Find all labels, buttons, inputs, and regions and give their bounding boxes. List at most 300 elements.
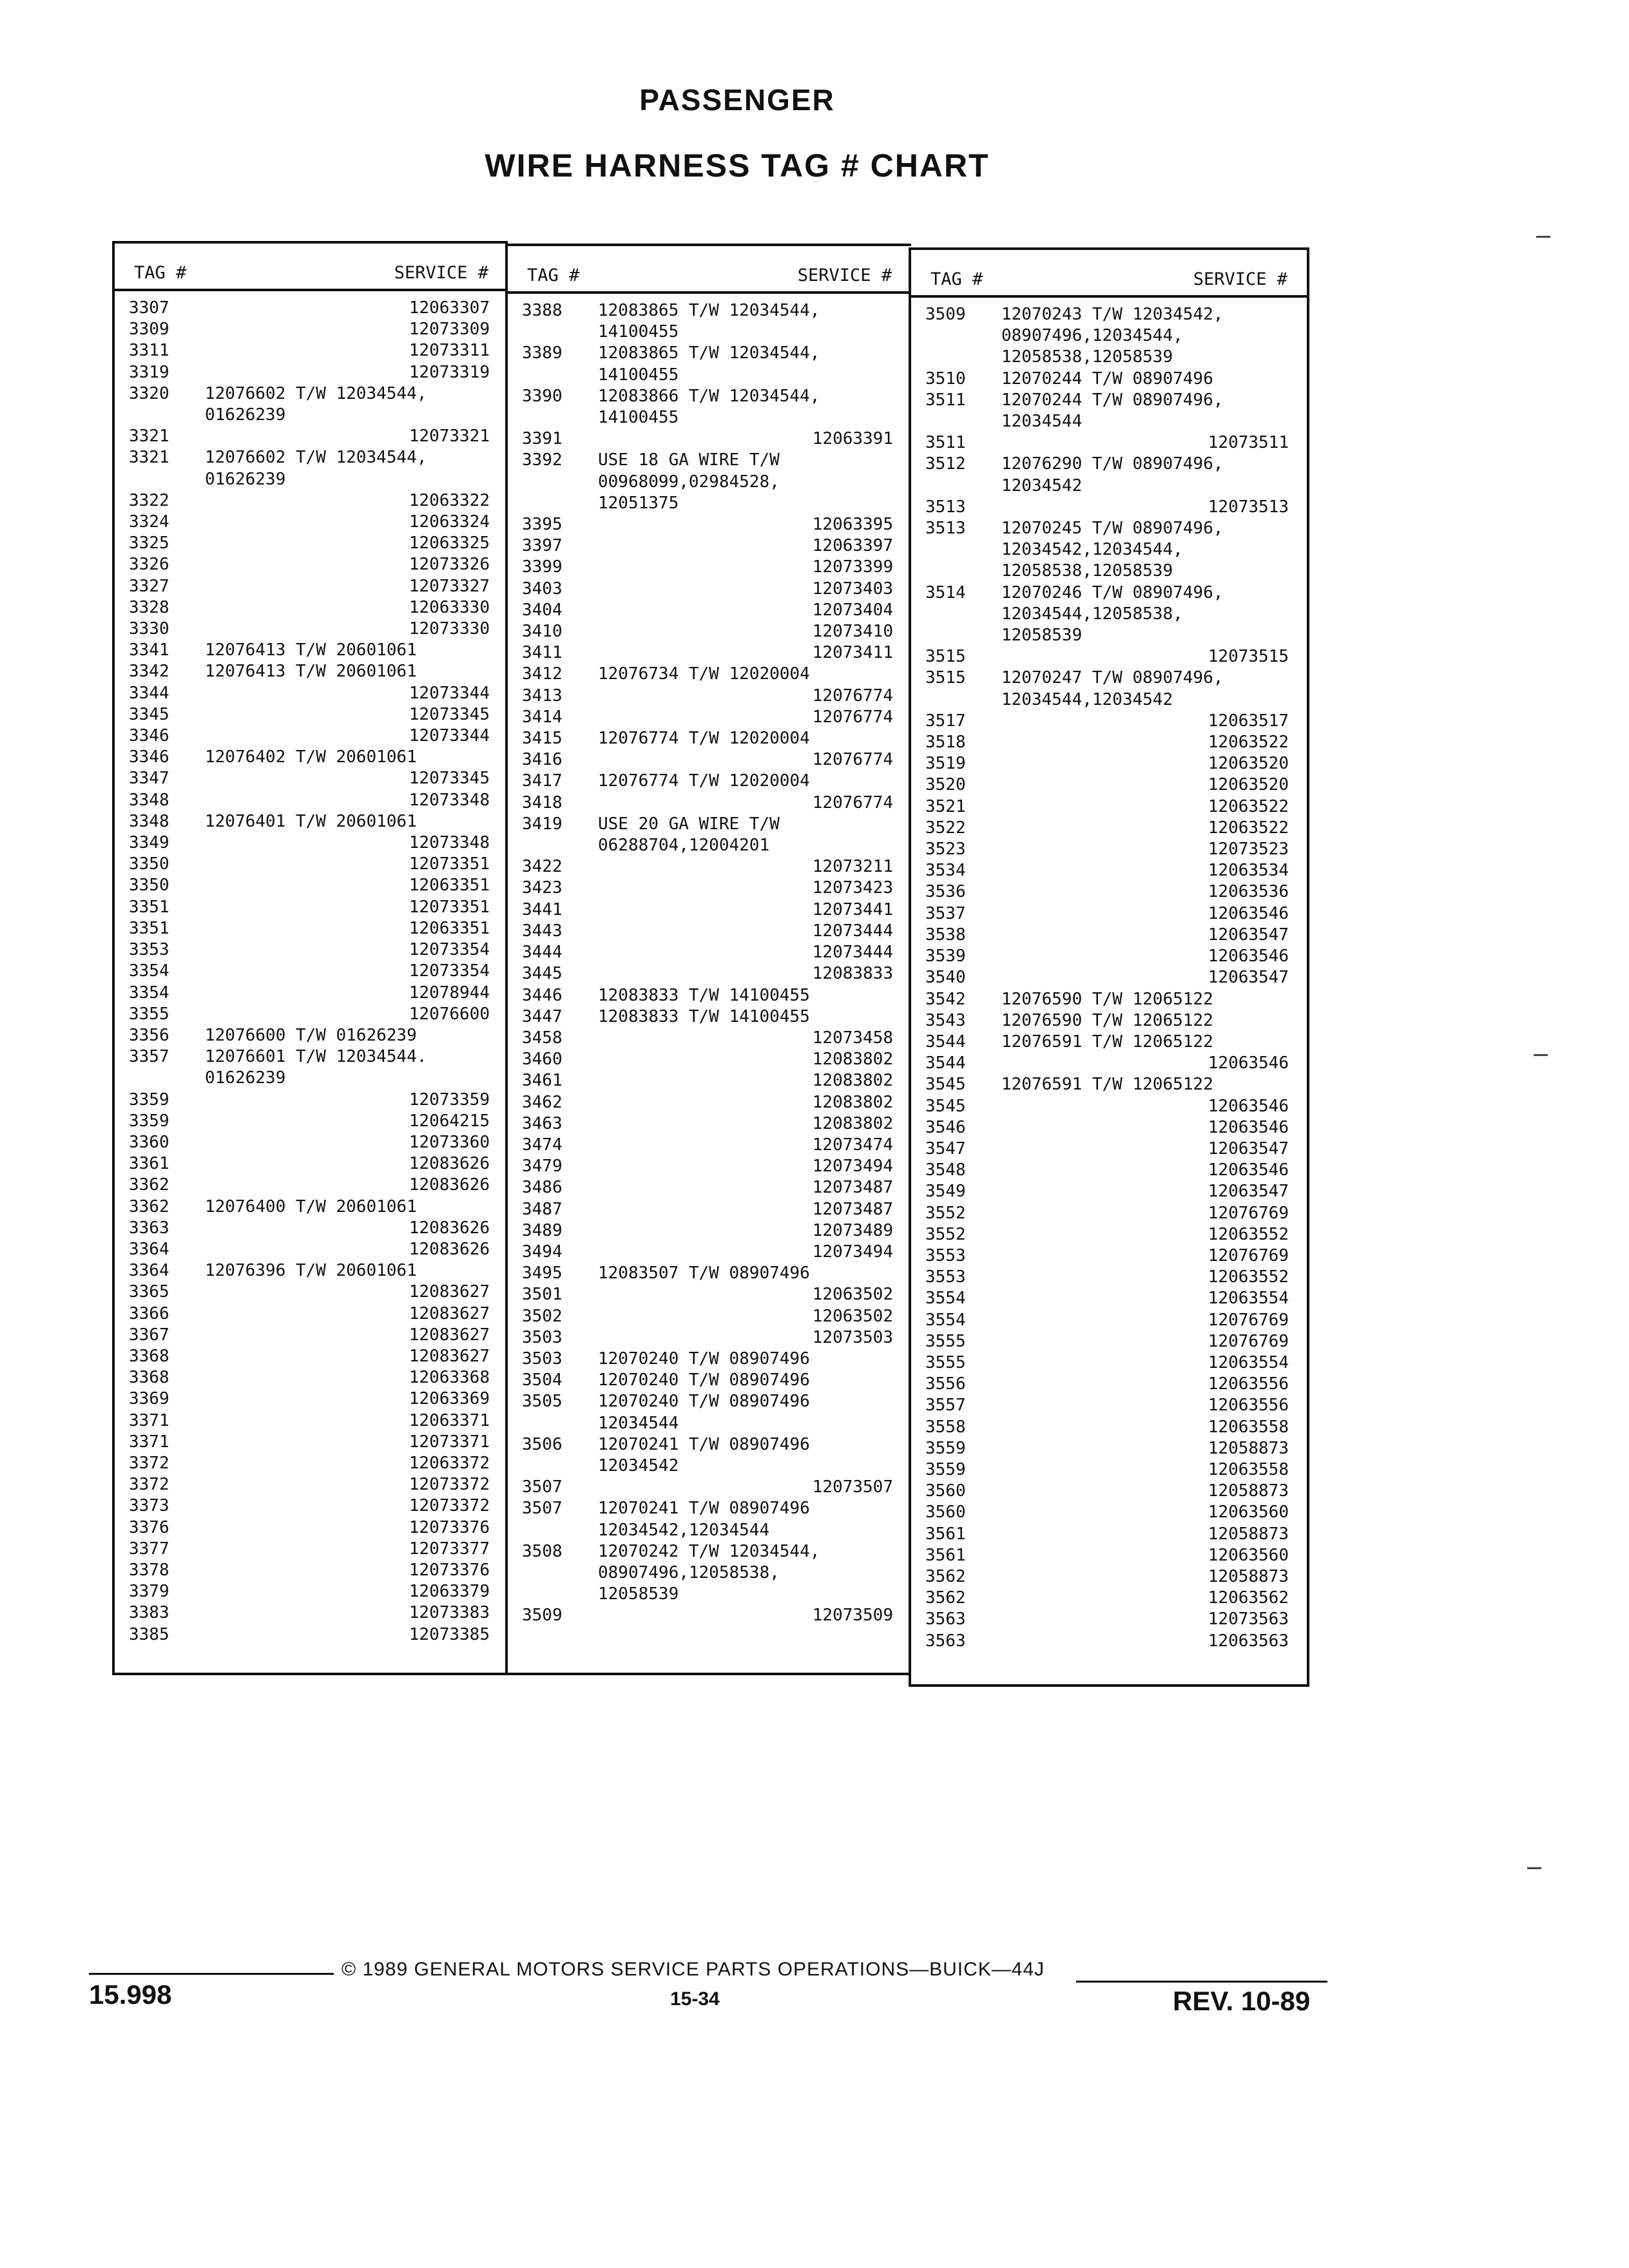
service-number: 12073507 xyxy=(812,1477,893,1497)
service-number: 12063520 xyxy=(1208,754,1289,774)
tag-number: 3371 xyxy=(129,1410,169,1430)
tag-number: 3404 xyxy=(522,600,563,620)
tag-number: 3359 xyxy=(129,1111,169,1131)
tag-number: 3559 xyxy=(925,1438,966,1458)
table-row xyxy=(911,1481,1307,1502)
service-number: USE 20 GA WIRE T/W 06288704,12004201 xyxy=(598,814,780,856)
service-number: 12063547 xyxy=(1208,925,1289,945)
tag-number: 3520 xyxy=(925,775,966,795)
service-number: 12083866 T/W 12034544, 14100455 xyxy=(598,386,820,428)
table-row xyxy=(508,1113,911,1135)
tag-number: 3309 xyxy=(129,320,169,340)
service-number: 12073399 xyxy=(812,557,893,577)
service-number: 12076601 T/W 12034544. 01626239 xyxy=(205,1047,427,1088)
table-row xyxy=(115,597,508,619)
service-number: 12073351 xyxy=(409,897,490,917)
table-row xyxy=(115,1325,508,1346)
tag-number: 3325 xyxy=(129,533,169,553)
table-row xyxy=(911,753,1307,774)
footer-rule-left xyxy=(89,1973,334,1975)
tag-number: 3355 xyxy=(129,1004,169,1024)
table-row xyxy=(115,1453,508,1474)
tag-number: 3560 xyxy=(925,1481,966,1501)
tag-number: 3365 xyxy=(129,1282,169,1302)
service-number: 12073494 xyxy=(812,1242,893,1262)
service-number: 12063546 xyxy=(1208,1117,1289,1137)
table-row xyxy=(115,661,508,682)
table-row xyxy=(115,854,508,875)
table-row xyxy=(508,343,911,385)
table-row xyxy=(508,985,911,1006)
table-row xyxy=(911,1288,1307,1309)
service-number: 12063522 xyxy=(1208,733,1289,753)
service-number: 12064215 xyxy=(409,1111,490,1131)
table-row xyxy=(911,1545,1307,1566)
table-row xyxy=(508,1028,911,1049)
service-number: 12083627 xyxy=(409,1325,490,1345)
table-row xyxy=(911,1374,1307,1395)
service-number: 12073330 xyxy=(409,619,490,639)
service-number: 12063522 xyxy=(1208,818,1289,838)
table-row xyxy=(508,1049,911,1070)
service-number: 12076602 T/W 12034544, 01626239 xyxy=(205,448,427,489)
service-number: 12076590 T/W 12065122 xyxy=(1001,1010,1213,1030)
table-row xyxy=(911,1524,1307,1545)
service-number: 12073372 xyxy=(409,1475,490,1495)
service-number: 12070240 T/W 08907496 12034544 xyxy=(598,1392,810,1433)
service-number: 12076600 T/W 01626239 xyxy=(205,1025,417,1045)
tag-number: 3361 xyxy=(129,1154,169,1174)
table-row xyxy=(115,1090,508,1111)
service-number: 12073354 xyxy=(409,961,490,981)
service-number: 12063546 xyxy=(1208,1053,1289,1073)
table-row xyxy=(911,1181,1307,1202)
service-number: 12070244 T/W 08907496, 12034544 xyxy=(1001,390,1224,432)
tag-number: 3544 xyxy=(925,1053,966,1073)
service-number: 12073563 xyxy=(1208,1610,1289,1629)
tag-header: TAG # xyxy=(930,269,983,289)
table-row xyxy=(508,793,911,814)
scan-mark xyxy=(1534,1054,1548,1056)
tag-number: 3486 xyxy=(522,1178,563,1198)
table-row xyxy=(911,903,1307,925)
service-number: 12073383 xyxy=(409,1603,490,1623)
table-row xyxy=(911,369,1307,390)
table-row xyxy=(911,860,1307,881)
tag-number: 3368 xyxy=(129,1346,169,1366)
table-row xyxy=(911,1459,1307,1481)
tag-number: 3555 xyxy=(925,1331,966,1351)
service-number: 12070242 T/W 12034544, 08907496,12058538, 12058539 xyxy=(598,1541,820,1604)
tag-number: 3418 xyxy=(522,793,563,812)
tag-header: TAG # xyxy=(527,265,580,285)
tag-number: 3367 xyxy=(129,1325,169,1345)
tag-number: 3552 xyxy=(925,1224,966,1244)
tag-number: 3511 xyxy=(925,433,966,453)
tag-number: 3383 xyxy=(129,1603,169,1623)
tag-number: 3376 xyxy=(129,1517,169,1537)
service-number: 12083802 xyxy=(812,1092,893,1112)
table-row xyxy=(508,428,911,450)
table-row xyxy=(115,1389,508,1410)
service-number: 12070240 T/W 08907496 xyxy=(598,1370,810,1390)
tag-number: 3345 xyxy=(129,704,169,724)
service-number: 12083802 xyxy=(812,1050,893,1070)
table-row xyxy=(115,1602,508,1624)
table-row xyxy=(115,1517,508,1539)
tag-number: 3392 xyxy=(522,450,563,470)
service-number: 12073327 xyxy=(409,576,490,596)
tag-number: 3513 xyxy=(925,519,966,539)
service-number: 12063371 xyxy=(409,1410,490,1430)
service-number: 12076600 xyxy=(409,1004,490,1024)
service-number: 12073311 xyxy=(409,341,490,361)
tag-number: 3344 xyxy=(129,683,169,703)
table-row xyxy=(911,1203,1307,1224)
service-number: 12083802 xyxy=(812,1071,893,1091)
service-number: 12076591 T/W 12065122 xyxy=(1001,1075,1213,1095)
table-row xyxy=(508,1092,911,1113)
service-number: 12076591 T/W 12065122 xyxy=(1001,1032,1213,1052)
table-row xyxy=(911,454,1307,496)
table-row xyxy=(508,642,911,664)
table-row xyxy=(911,946,1307,967)
table-row xyxy=(911,1417,1307,1438)
tag-number: 3494 xyxy=(522,1242,563,1262)
table-row xyxy=(115,683,508,704)
tag-number: 3510 xyxy=(925,369,966,389)
table-row xyxy=(508,1349,911,1370)
service-number: 12083627 xyxy=(409,1282,490,1302)
table-row xyxy=(115,897,508,918)
table-row xyxy=(115,576,508,597)
table-row xyxy=(911,1032,1307,1053)
table-row xyxy=(911,1139,1307,1160)
table-row xyxy=(115,1560,508,1581)
tag-number: 3388 xyxy=(522,301,563,320)
tag-number: 3508 xyxy=(522,1541,563,1561)
tag-number: 3561 xyxy=(925,1545,966,1565)
table-row xyxy=(508,386,911,428)
tag-number: 3328 xyxy=(129,597,169,617)
table-row xyxy=(508,942,911,963)
table-row xyxy=(911,1074,1307,1095)
table-row xyxy=(115,1410,508,1432)
service-number: 12063552 xyxy=(1208,1224,1289,1244)
service-number: 12063307 xyxy=(409,298,490,318)
tag-number: 3512 xyxy=(925,454,966,474)
table-row xyxy=(508,899,911,921)
tag-number: 3373 xyxy=(129,1496,169,1516)
tag-number: 3545 xyxy=(925,1075,966,1095)
service-number: 12073404 xyxy=(812,600,893,620)
service-number: 12073351 xyxy=(409,854,490,874)
table-row xyxy=(115,490,508,512)
tag-number: 3347 xyxy=(129,769,169,789)
table-row xyxy=(508,878,911,899)
table-row xyxy=(911,1096,1307,1117)
tag-number: 3397 xyxy=(522,536,563,556)
table-row xyxy=(911,732,1307,753)
tag-number: 3461 xyxy=(522,1071,563,1091)
table-row xyxy=(115,790,508,811)
table-row xyxy=(911,1352,1307,1374)
table-row xyxy=(115,426,508,447)
table-row xyxy=(115,1196,508,1218)
service-number: 12063372 xyxy=(409,1453,490,1473)
tag-number: 3377 xyxy=(129,1539,169,1559)
copyright-notice: © 1989 GENERAL MOTORS SERVICE PARTS OPERATIONS—BUICK—44J xyxy=(342,1959,1045,1980)
tag-number: 3563 xyxy=(925,1631,966,1651)
service-number: 12063502 xyxy=(812,1306,893,1326)
table-row xyxy=(115,319,508,340)
service-number: 12070244 T/W 08907496 xyxy=(1001,369,1213,389)
service-number: 12063556 xyxy=(1208,1396,1289,1416)
service-number: 12063546 xyxy=(1208,1096,1289,1116)
tag-number: 3517 xyxy=(925,711,966,731)
table-row xyxy=(115,298,508,319)
table-row xyxy=(115,619,508,640)
tag-number: 3354 xyxy=(129,961,169,981)
table-row xyxy=(911,1566,1307,1588)
service-number: 12073487 xyxy=(812,1178,893,1198)
table-row xyxy=(911,1117,1307,1139)
service-number: 12073411 xyxy=(812,643,893,663)
table-row xyxy=(911,1588,1307,1609)
service-number: 12076774 T/W 12020004 xyxy=(598,771,810,791)
table-row xyxy=(508,1391,911,1434)
tag-number: 3501 xyxy=(522,1285,563,1305)
tag-number: 3414 xyxy=(522,707,563,727)
tag-number: 3320 xyxy=(129,383,169,403)
tag-number: 3546 xyxy=(925,1117,966,1137)
tag-number: 3537 xyxy=(925,903,966,923)
tag-number: 3445 xyxy=(522,964,563,984)
table-row xyxy=(115,383,508,426)
tag-number: 3390 xyxy=(522,386,563,406)
service-number: 12073344 xyxy=(409,726,490,746)
service-number: 12073372 xyxy=(409,1496,490,1516)
table-row xyxy=(115,1432,508,1453)
table-row xyxy=(911,1609,1307,1630)
tag-number: 3521 xyxy=(925,796,966,816)
table-row xyxy=(115,811,508,832)
table-row xyxy=(508,707,911,728)
table-row xyxy=(115,554,508,575)
tag-number: 3364 xyxy=(129,1261,169,1281)
tag-number: 3523 xyxy=(925,840,966,860)
tag-number: 3555 xyxy=(925,1352,966,1372)
tag-number: 3351 xyxy=(129,897,169,917)
tag-number: 3511 xyxy=(925,390,966,410)
table-row xyxy=(911,818,1307,839)
service-number: 12073403 xyxy=(812,579,893,599)
table-row xyxy=(115,1025,508,1046)
tag-number: 3544 xyxy=(925,1032,966,1052)
table-row xyxy=(115,832,508,854)
service-number: 12073354 xyxy=(409,940,490,960)
service-number: 12073523 xyxy=(1208,840,1289,860)
tag-number: 3379 xyxy=(129,1582,169,1602)
table-row xyxy=(115,875,508,896)
service-number: 12063391 xyxy=(812,429,893,449)
tag-number: 3447 xyxy=(522,1006,563,1026)
table-row xyxy=(508,1135,911,1156)
table-row xyxy=(911,1310,1307,1331)
service-number: 12083833 xyxy=(812,964,893,984)
table-row xyxy=(508,749,911,771)
table-row xyxy=(911,1053,1307,1074)
table-row xyxy=(508,1156,911,1177)
service-number: 12063554 xyxy=(1208,1289,1289,1309)
page-number: 15-34 xyxy=(670,1988,720,2010)
service-number: 12063517 xyxy=(1208,711,1289,731)
tag-number: 3505 xyxy=(522,1392,563,1412)
service-number: 12076602 T/W 12034544, 01626239 xyxy=(205,383,427,425)
service-number: 12073345 xyxy=(409,704,490,724)
service-number: 12058873 xyxy=(1208,1524,1289,1544)
service-number: 12076774 xyxy=(812,750,893,770)
service-number: 12073376 xyxy=(409,1560,490,1580)
tag-number: 3503 xyxy=(522,1327,563,1347)
tag-number: 3364 xyxy=(129,1239,169,1259)
service-number: 12076774 xyxy=(812,793,893,812)
table-row xyxy=(508,814,911,856)
tag-number: 3506 xyxy=(522,1434,563,1454)
table-column-1 xyxy=(112,241,508,1675)
service-number: 12063351 xyxy=(409,918,490,938)
service-number: 12073319 xyxy=(409,362,490,382)
service-number: 12073423 xyxy=(812,878,893,898)
revision-label: REV. 10-89 xyxy=(1173,1986,1311,2016)
tag-number: 3419 xyxy=(522,814,563,834)
table-row xyxy=(115,983,508,1004)
tag-number: 3422 xyxy=(522,857,563,877)
service-number: 12083626 xyxy=(409,1239,490,1259)
table-row xyxy=(911,925,1307,946)
tag-number: 3509 xyxy=(925,305,966,324)
service-number: 12063397 xyxy=(812,536,893,556)
service-number: 12058873 xyxy=(1208,1438,1289,1458)
tag-number: 3346 xyxy=(129,747,169,767)
service-number: 12073509 xyxy=(812,1606,893,1626)
tag-number: 3321 xyxy=(129,427,169,447)
service-number: 12063502 xyxy=(812,1285,893,1305)
table-row xyxy=(115,533,508,554)
tag-number: 3489 xyxy=(522,1220,563,1240)
table-row xyxy=(115,447,508,490)
table-column-3 xyxy=(909,247,1309,1687)
scan-mark xyxy=(1536,236,1550,238)
tag-number: 3495 xyxy=(522,1264,563,1283)
tag-number: 3411 xyxy=(522,643,563,663)
table-row xyxy=(115,1303,508,1325)
tag-number: 3515 xyxy=(925,647,966,667)
table-row xyxy=(508,450,911,514)
service-number: 12083865 T/W 12034544, 14100455 xyxy=(598,301,820,342)
tag-number: 3356 xyxy=(129,1025,169,1045)
table-row xyxy=(911,1245,1307,1267)
tag-number: 3479 xyxy=(522,1157,563,1177)
service-number: 12063560 xyxy=(1208,1545,1289,1565)
table-row xyxy=(115,1367,508,1389)
service-number: 12076769 xyxy=(1208,1310,1289,1330)
tag-number: 3507 xyxy=(522,1499,563,1519)
table-row xyxy=(508,557,911,578)
tag-number: 3389 xyxy=(522,343,563,363)
service-number: 12070243 T/W 12034542, 08907496,12034544, 12058538,12058539 xyxy=(1001,305,1224,367)
tag-number: 3342 xyxy=(129,662,169,682)
table-row xyxy=(911,390,1307,432)
table-row xyxy=(508,1263,911,1284)
service-header: SERVICE # xyxy=(394,263,488,283)
table-row xyxy=(508,1306,911,1327)
tag-number: 3341 xyxy=(129,640,169,660)
service-number: 12063556 xyxy=(1208,1374,1289,1394)
tag-number: 3359 xyxy=(129,1090,169,1110)
service-number: 12070245 T/W 08907496, 12034542,12034544, 12058538,12058539 xyxy=(1001,519,1224,581)
table-row xyxy=(508,771,911,792)
tag-number: 3441 xyxy=(522,899,563,919)
table-row xyxy=(508,535,911,557)
service-number: 12063546 xyxy=(1208,947,1289,966)
table-row xyxy=(508,686,911,707)
tag-number: 3372 xyxy=(129,1475,169,1495)
service-number: 12083626 xyxy=(409,1175,490,1195)
tag-number: 3349 xyxy=(129,833,169,853)
service-number: 12083865 T/W 12034544, 14100455 xyxy=(598,343,820,385)
service-number: 12073458 xyxy=(812,1028,893,1048)
tag-number: 3563 xyxy=(925,1610,966,1629)
service-number: 12076290 T/W 08907496, 12034542 xyxy=(1001,454,1224,495)
service-header: SERVICE # xyxy=(1193,269,1287,289)
table-row xyxy=(508,856,911,878)
tag-number: 3444 xyxy=(522,943,563,963)
table-row xyxy=(115,726,508,747)
service-number: 12073344 xyxy=(409,683,490,703)
service-number: 12073348 xyxy=(409,790,490,810)
service-number: 12076769 xyxy=(1208,1203,1289,1223)
tag-number: 3557 xyxy=(925,1396,966,1416)
table-row xyxy=(911,668,1307,710)
table-row xyxy=(508,1070,911,1091)
service-number: 12073345 xyxy=(409,769,490,789)
document-code: 15.998 xyxy=(89,1979,172,2010)
service-number: 12073489 xyxy=(812,1220,893,1240)
tag-number: 3460 xyxy=(522,1050,563,1070)
tag-number: 3446 xyxy=(522,985,563,1005)
table-row xyxy=(911,967,1307,988)
table-row xyxy=(911,582,1307,647)
tag-number: 3357 xyxy=(129,1047,169,1067)
tag-number: 3348 xyxy=(129,811,169,831)
service-number: 12063563 xyxy=(1208,1631,1289,1651)
table-row xyxy=(508,1370,911,1391)
table-row xyxy=(911,1631,1307,1652)
service-number: 12058873 xyxy=(1208,1566,1289,1586)
service-number: 12063330 xyxy=(409,597,490,617)
tag-number: 3307 xyxy=(129,298,169,318)
service-number: 12070241 T/W 08907496 12034542 xyxy=(598,1434,810,1475)
service-number: 12063379 xyxy=(409,1582,490,1602)
tag-number: 3360 xyxy=(129,1132,169,1152)
table-row xyxy=(115,768,508,789)
tag-number: 3415 xyxy=(522,729,563,749)
table-row xyxy=(911,881,1307,903)
table-row xyxy=(911,711,1307,732)
service-number: 12073410 xyxy=(812,622,893,642)
tag-number: 3562 xyxy=(925,1588,966,1608)
